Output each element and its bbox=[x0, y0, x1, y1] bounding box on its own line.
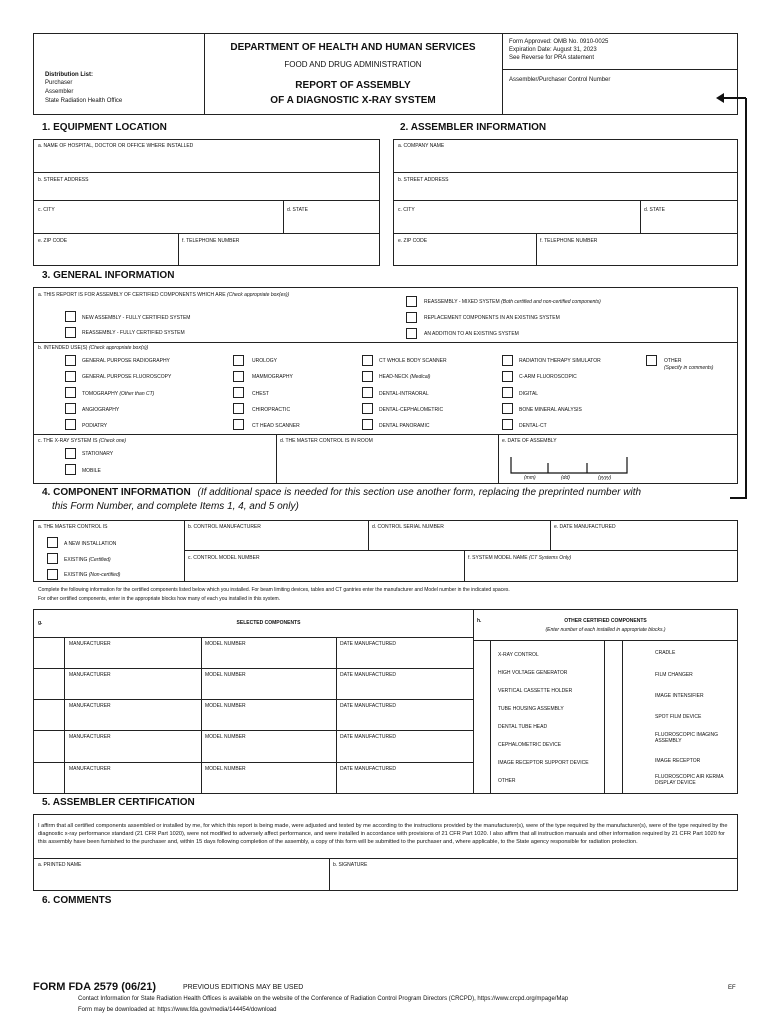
row4-manufacturer-label: MANUFACTURER bbox=[69, 734, 111, 740]
checkbox-use-chest[interactable] bbox=[233, 387, 244, 398]
distribution-title: Distribution List: bbox=[45, 72, 93, 78]
checkbox-use-gp-radiography[interactable] bbox=[65, 355, 76, 366]
s1-zip-field[interactable] bbox=[34, 245, 177, 265]
s4-instructions-2: For other certified components, enter in the appropriate blocks how many of each you installed in this system. bbox=[38, 596, 281, 602]
row3-date-label: DATE MANUFACTURED bbox=[340, 703, 397, 709]
use-label: DENTAL PANORAMIC bbox=[379, 423, 430, 429]
ef-mark: EF bbox=[728, 985, 736, 991]
control-number-label: Assembler/Purchaser Control Number bbox=[509, 77, 611, 83]
checkbox-use-other[interactable] bbox=[646, 355, 657, 366]
section-6-title: 6. COMMENTS bbox=[42, 895, 112, 906]
use-label: ANGIOGRAPHY bbox=[82, 407, 120, 413]
signature-label: b. SIGNATURE bbox=[333, 862, 368, 868]
s3e-label: e. DATE OF ASSEMBLY bbox=[502, 438, 557, 444]
s4g-label: g. bbox=[38, 620, 43, 626]
form-title-1: REPORT OF ASSEMBLY bbox=[295, 80, 411, 91]
checkbox-use-dental-cephalometric[interactable] bbox=[362, 403, 373, 414]
checkbox-use-urology[interactable] bbox=[233, 355, 244, 366]
s2-zip-field[interactable] bbox=[394, 245, 535, 265]
use-label: PODIATRY bbox=[82, 423, 108, 429]
row5-model-label: MODEL NUMBER bbox=[205, 766, 246, 772]
use-label: GENERAL PURPOSE RADIOGRAPHY bbox=[82, 358, 170, 364]
date-dd-label: (dd) bbox=[561, 475, 570, 481]
row3-model-label: MODEL NUMBER bbox=[205, 703, 246, 709]
s2-street-label: b. STREET ADDRESS bbox=[398, 177, 449, 183]
s3c-label: c. THE X-RAY SYSTEM IS (Check one) bbox=[38, 438, 127, 444]
distribution-assembler: Assembler bbox=[45, 89, 74, 95]
section-5-title: 5. ASSEMBLER CERTIFICATION bbox=[42, 797, 195, 808]
s4e-label: e. DATE MANUFACTURED bbox=[554, 524, 616, 530]
comp-air-kerma: FLUOROSCOPIC AIR KERMA DISPLAY DEVICE bbox=[655, 774, 724, 786]
s4d-label: d. CONTROL SERIAL NUMBER bbox=[372, 524, 444, 530]
label-existing-certified: EXISTING (Certified) bbox=[64, 557, 111, 563]
comp-cephalometric: CEPHALOMETRIC DEVICE bbox=[498, 742, 562, 748]
control-manufacturer-field[interactable] bbox=[185, 531, 367, 549]
use-label: DIGITAL bbox=[519, 391, 539, 397]
comp-xray-control: X-RAY CONTROL bbox=[498, 652, 539, 658]
use-label: DENTAL-INTRAORAL bbox=[379, 391, 429, 397]
row1-date-label: DATE MANUFACTURED bbox=[340, 641, 397, 647]
use-label: HEAD-NECK (Medical) bbox=[379, 374, 431, 380]
row1-model-label: MODEL NUMBER bbox=[205, 641, 246, 647]
s2-city-label: c. CITY bbox=[398, 207, 415, 213]
label-new-installation: A NEW INSTALLATION bbox=[64, 541, 117, 547]
comp-tube-housing: TUBE HOUSING ASSEMBLY bbox=[498, 706, 564, 712]
checkbox-use-digital[interactable] bbox=[502, 387, 513, 398]
comp-image-receptor-support: IMAGE RECEPTOR SUPPORT DEVICE bbox=[498, 760, 589, 766]
selected-components-title: SELECTED COMPONENTS bbox=[236, 620, 301, 626]
s4a-label: a. THE MASTER CONTROL IS bbox=[38, 524, 108, 530]
s3a-label: a. THIS REPORT IS FOR ASSEMBLY OF CERTIFIED COMPONENTS WHICH ARE (Check appropriate box(es)) bbox=[38, 292, 290, 298]
label-new-assembly: NEW ASSEMBLY - FULLY CERTIFIED SYSTEM bbox=[82, 315, 191, 321]
checkbox-use-gp-fluoroscopy[interactable] bbox=[65, 371, 76, 382]
comp-dental-tube-head: DENTAL TUBE HEAD bbox=[498, 724, 548, 730]
s1-state-label: d. STATE bbox=[287, 207, 308, 213]
checkbox-replacement[interactable] bbox=[406, 312, 417, 323]
s4c-label: c. CONTROL MODEL NUMBER bbox=[188, 555, 260, 561]
date-of-assembly-field[interactable] bbox=[509, 455, 629, 475]
s1-street-field[interactable] bbox=[34, 184, 379, 199]
checkbox-use-tomography[interactable] bbox=[65, 387, 76, 398]
section-3-title: 3. GENERAL INFORMATION bbox=[42, 270, 175, 281]
printed-name-field[interactable] bbox=[34, 869, 328, 890]
checkbox-use-dental-panoramic[interactable] bbox=[362, 419, 373, 430]
use-label: RADIATION THERAPY SIMULATOR bbox=[519, 358, 601, 364]
date-yyyy-label: (yyyy) bbox=[598, 475, 612, 481]
comp-fluoro-imaging: FLUOROSCOPIC IMAGING ASSEMBLY bbox=[655, 732, 719, 744]
date-mm-label: (mm) bbox=[524, 475, 536, 481]
s2-company-field[interactable] bbox=[394, 151, 737, 171]
comp-hv-generator: HIGH VOLTAGE GENERATOR bbox=[498, 670, 568, 676]
checkbox-existing-certified[interactable] bbox=[47, 553, 58, 564]
label-replacement: REPLACEMENT COMPONENTS IN AN EXISTING SYSTEM bbox=[424, 315, 560, 321]
checkbox-use-bone-mineral[interactable] bbox=[502, 403, 513, 414]
s1-street-label: b. STREET ADDRESS bbox=[38, 177, 89, 183]
comp-spot-film: SPOT FILM DEVICE bbox=[655, 714, 702, 720]
use-label: BONE MINERAL ANALYSIS bbox=[519, 407, 582, 413]
use-label: TOMOGRAPHY (Other than CT) bbox=[82, 391, 155, 397]
control-serial-field[interactable] bbox=[369, 531, 549, 549]
s4h-label: h. bbox=[477, 618, 482, 624]
checkbox-use-dental-intraoral[interactable] bbox=[362, 387, 373, 398]
use-label: UROLOGY bbox=[252, 358, 278, 364]
checkbox-use-mammography[interactable] bbox=[233, 371, 244, 382]
section-1-title: 1. EQUIPMENT LOCATION bbox=[42, 122, 167, 133]
s1-zip-label: e. ZIP CODE bbox=[38, 238, 68, 244]
row1-manufacturer-label: MANUFACTURER bbox=[69, 641, 111, 647]
other-certified-title: OTHER CERTIFIED COMPONENTS bbox=[564, 618, 647, 624]
section-2-title: 2. ASSEMBLER INFORMATION bbox=[400, 122, 547, 133]
row2-model-label: MODEL NUMBER bbox=[205, 672, 246, 678]
form-number: FORM FDA 2579 (06/21) bbox=[33, 981, 157, 993]
form-title-2: OF A DIAGNOSTIC X-RAY SYSTEM bbox=[270, 95, 436, 106]
expiration-date: Expiration Date: August 31, 2023 bbox=[509, 47, 597, 53]
s2-city-field[interactable] bbox=[394, 214, 639, 232]
use-label: DENTAL-CEPHALOMETRIC bbox=[379, 407, 444, 413]
s1-state-field[interactable] bbox=[284, 214, 379, 232]
checkbox-use-dental-ct[interactable] bbox=[502, 419, 513, 430]
checkbox-new-assembly[interactable] bbox=[65, 311, 76, 322]
contact-info: Contact Information for State Radiation Health Offices is available on the website of the Conference of Radiation Control Program Directors (CRCPD), https://www.crcpd.org/mpage/Map bbox=[78, 996, 569, 1002]
printed-name-label: a. PRINTED NAME bbox=[38, 862, 82, 868]
s2-zip-label: e. ZIP CODE bbox=[398, 238, 428, 244]
certification-text: I affirm that all certified components assembled or installed by me, for which this report is being made, were adjusted and tested by me according to the instructions provided by the manufacturer(s), were of the type required by the manufacturer(s), were of the type required by the diagnostic x-ray performance standard (21 CFR Part 1020), were not modified to adversely affect performance, and were installed in accordance with provisions of 21 CFR Part 1020. I also affirm that all instruction manuals and other information required by 21 CFR Part 1020 for this assembly have been furnished to the purchaser and, within 15 days following completion of the assembly, a copy of this form will be submitted to the purchaser and, where applicable, to the State agency responsible for radiation protection. bbox=[38, 823, 728, 845]
label-use-other: OTHER bbox=[664, 358, 682, 364]
comp-film-changer: FILM CHANGER bbox=[655, 672, 693, 678]
row2-date-label: DATE MANUFACTURED bbox=[340, 672, 397, 678]
label-reassembly-full: REASSEMBLY - FULLY CERTIFIED SYSTEM bbox=[82, 330, 185, 336]
s3b-label: b. INTENDED USE(S) (Check appropriate box(s)) bbox=[38, 345, 149, 351]
use-label: GENERAL PURPOSE FLUOROSCOPY bbox=[82, 374, 172, 380]
other-certified-hint: (Enter number of each installed in appropriate blocks.) bbox=[545, 627, 666, 633]
checkbox-use-rt-simulator[interactable] bbox=[502, 355, 513, 366]
s2-state-label: d. STATE bbox=[644, 207, 665, 213]
checkbox-addition[interactable] bbox=[406, 328, 417, 339]
row4-model-label: MODEL NUMBER bbox=[205, 734, 246, 740]
row5-manufacturer-label: MANUFACTURER bbox=[69, 766, 111, 772]
system-model-field[interactable] bbox=[465, 562, 737, 581]
row3-manufacturer-label: MANUFACTURER bbox=[69, 703, 111, 709]
use-label: CHEST bbox=[252, 391, 269, 397]
s2-phone-label: f. TELEPHONE NUMBER bbox=[540, 238, 598, 244]
s2-company-label: a. COMPANY NAME bbox=[398, 143, 445, 149]
use-label: MAMMOGRAPHY bbox=[252, 374, 293, 380]
checkbox-use-angiography[interactable] bbox=[65, 403, 76, 414]
use-label: DENTAL-CT bbox=[519, 423, 547, 429]
s1-phone-label: f. TELEPHONE NUMBER bbox=[182, 238, 240, 244]
agency-name: FOOD AND DRUG ADMINISTRATION bbox=[284, 60, 422, 69]
label-stationary: STATIONARY bbox=[82, 451, 114, 457]
department-name: DEPARTMENT OF HEALTH AND HUMAN SERVICES bbox=[230, 42, 476, 53]
checkbox-reassembly-full[interactable] bbox=[65, 327, 76, 338]
checkbox-mobile[interactable] bbox=[65, 464, 76, 475]
label-addition: AN ADDITION TO AN EXISTING SYSTEM bbox=[424, 331, 519, 337]
comp-cradle: CRADLE bbox=[655, 650, 676, 656]
checkbox-existing-noncertified[interactable] bbox=[47, 569, 58, 580]
checkbox-stationary[interactable] bbox=[65, 448, 76, 459]
s3d-label: d. THE MASTER CONTROL IS IN ROOM bbox=[280, 438, 373, 444]
checkbox-use-chiropractic[interactable] bbox=[233, 403, 244, 414]
s4f-label: f. SYSTEM MODEL NAME (CT Systems Only) bbox=[468, 555, 572, 561]
checkbox-use-podiatry[interactable] bbox=[65, 419, 76, 430]
control-model-field[interactable] bbox=[185, 562, 463, 581]
comp-image-receptor: IMAGE RECEPTOR bbox=[655, 758, 701, 764]
comp-image-intensifier: IMAGE INTENSIFIER bbox=[655, 693, 704, 699]
use-label: CHIROPRACTIC bbox=[252, 407, 291, 413]
section-4-title: 4. COMPONENT INFORMATION (If additional space is needed for this section use another form, replacing the preprinted number with bbox=[42, 487, 642, 498]
checkbox-use-head-neck[interactable] bbox=[362, 371, 373, 382]
s1-facility-name-label: a. NAME OF HOSPITAL, DOCTOR OR OFFICE WHERE INSTALLED bbox=[38, 143, 194, 149]
s1-city-label: c. CITY bbox=[38, 207, 55, 213]
distribution-purchaser: Purchaser bbox=[45, 80, 73, 86]
omb-number: Form Approved: OMB No. 0910-0025 bbox=[509, 39, 609, 45]
s4b-label: b. CONTROL MANUFACTURER bbox=[188, 524, 261, 530]
row4-date-label: DATE MANUFACTURED bbox=[340, 734, 397, 740]
pra-note: See Reverse for PRA statement bbox=[509, 55, 595, 61]
use-label: CT HEAD SCANNER bbox=[252, 423, 300, 429]
s2-street-field[interactable] bbox=[394, 184, 737, 199]
download-info: Form may be downloaded at: https://www.fda.gov/media/144454/download bbox=[78, 1007, 277, 1013]
checkbox-new-installation[interactable] bbox=[47, 537, 58, 548]
s2-phone-field[interactable] bbox=[537, 245, 737, 265]
comp-vertical-cassette: VERTICAL CASSETTE HOLDER bbox=[498, 688, 573, 694]
previous-editions-note: PREVIOUS EDITIONS MAY BE USED bbox=[183, 984, 304, 991]
s4-instructions-1: Complete the following information for the certified components listed below which you installed. For beam limiting devices, tables and CT gantries enter the manufacturer and Model number in the indicated spaces. bbox=[38, 587, 510, 593]
comp-other: OTHER bbox=[498, 778, 516, 784]
checkbox-reassembly-mixed[interactable] bbox=[406, 296, 417, 307]
checkbox-use-ct-head[interactable] bbox=[233, 419, 244, 430]
label-mobile: MOBILE bbox=[82, 468, 101, 474]
s1-facility-name-field[interactable] bbox=[34, 151, 379, 171]
s2-state-field[interactable] bbox=[641, 214, 737, 232]
distribution-state: State Radiation Health Office bbox=[45, 98, 123, 104]
checkbox-use-ct-whole-body[interactable] bbox=[362, 355, 373, 366]
signature-field[interactable] bbox=[330, 869, 737, 890]
comments-field[interactable] bbox=[33, 910, 738, 975]
row2-manufacturer-label: MANUFACTURER bbox=[69, 672, 111, 678]
checkbox-use-c-arm[interactable] bbox=[502, 371, 513, 382]
master-control-room-field[interactable] bbox=[277, 446, 497, 483]
s1-phone-field[interactable] bbox=[179, 245, 379, 265]
label-existing-noncertified: EXISTING (Non-certified) bbox=[64, 572, 121, 578]
section-4-note: this Form Number, and complete Items 1, 4, and 5 only) bbox=[52, 501, 299, 512]
control-number-field[interactable] bbox=[503, 86, 737, 114]
row5-date-label: DATE MANUFACTURED bbox=[340, 766, 397, 772]
use-label: C-ARM FLUOROSCOPIC bbox=[519, 374, 577, 380]
s1-city-field[interactable] bbox=[34, 214, 282, 232]
label-reassembly-mixed: REASSEMBLY - MIXED SYSTEM (Both certified and non-certified components) bbox=[424, 299, 601, 305]
control-date-field[interactable] bbox=[551, 531, 737, 549]
label-use-other-hint: (Specify in comments) bbox=[664, 365, 714, 371]
use-label: CT WHOLE BODY SCANNER bbox=[379, 358, 447, 364]
